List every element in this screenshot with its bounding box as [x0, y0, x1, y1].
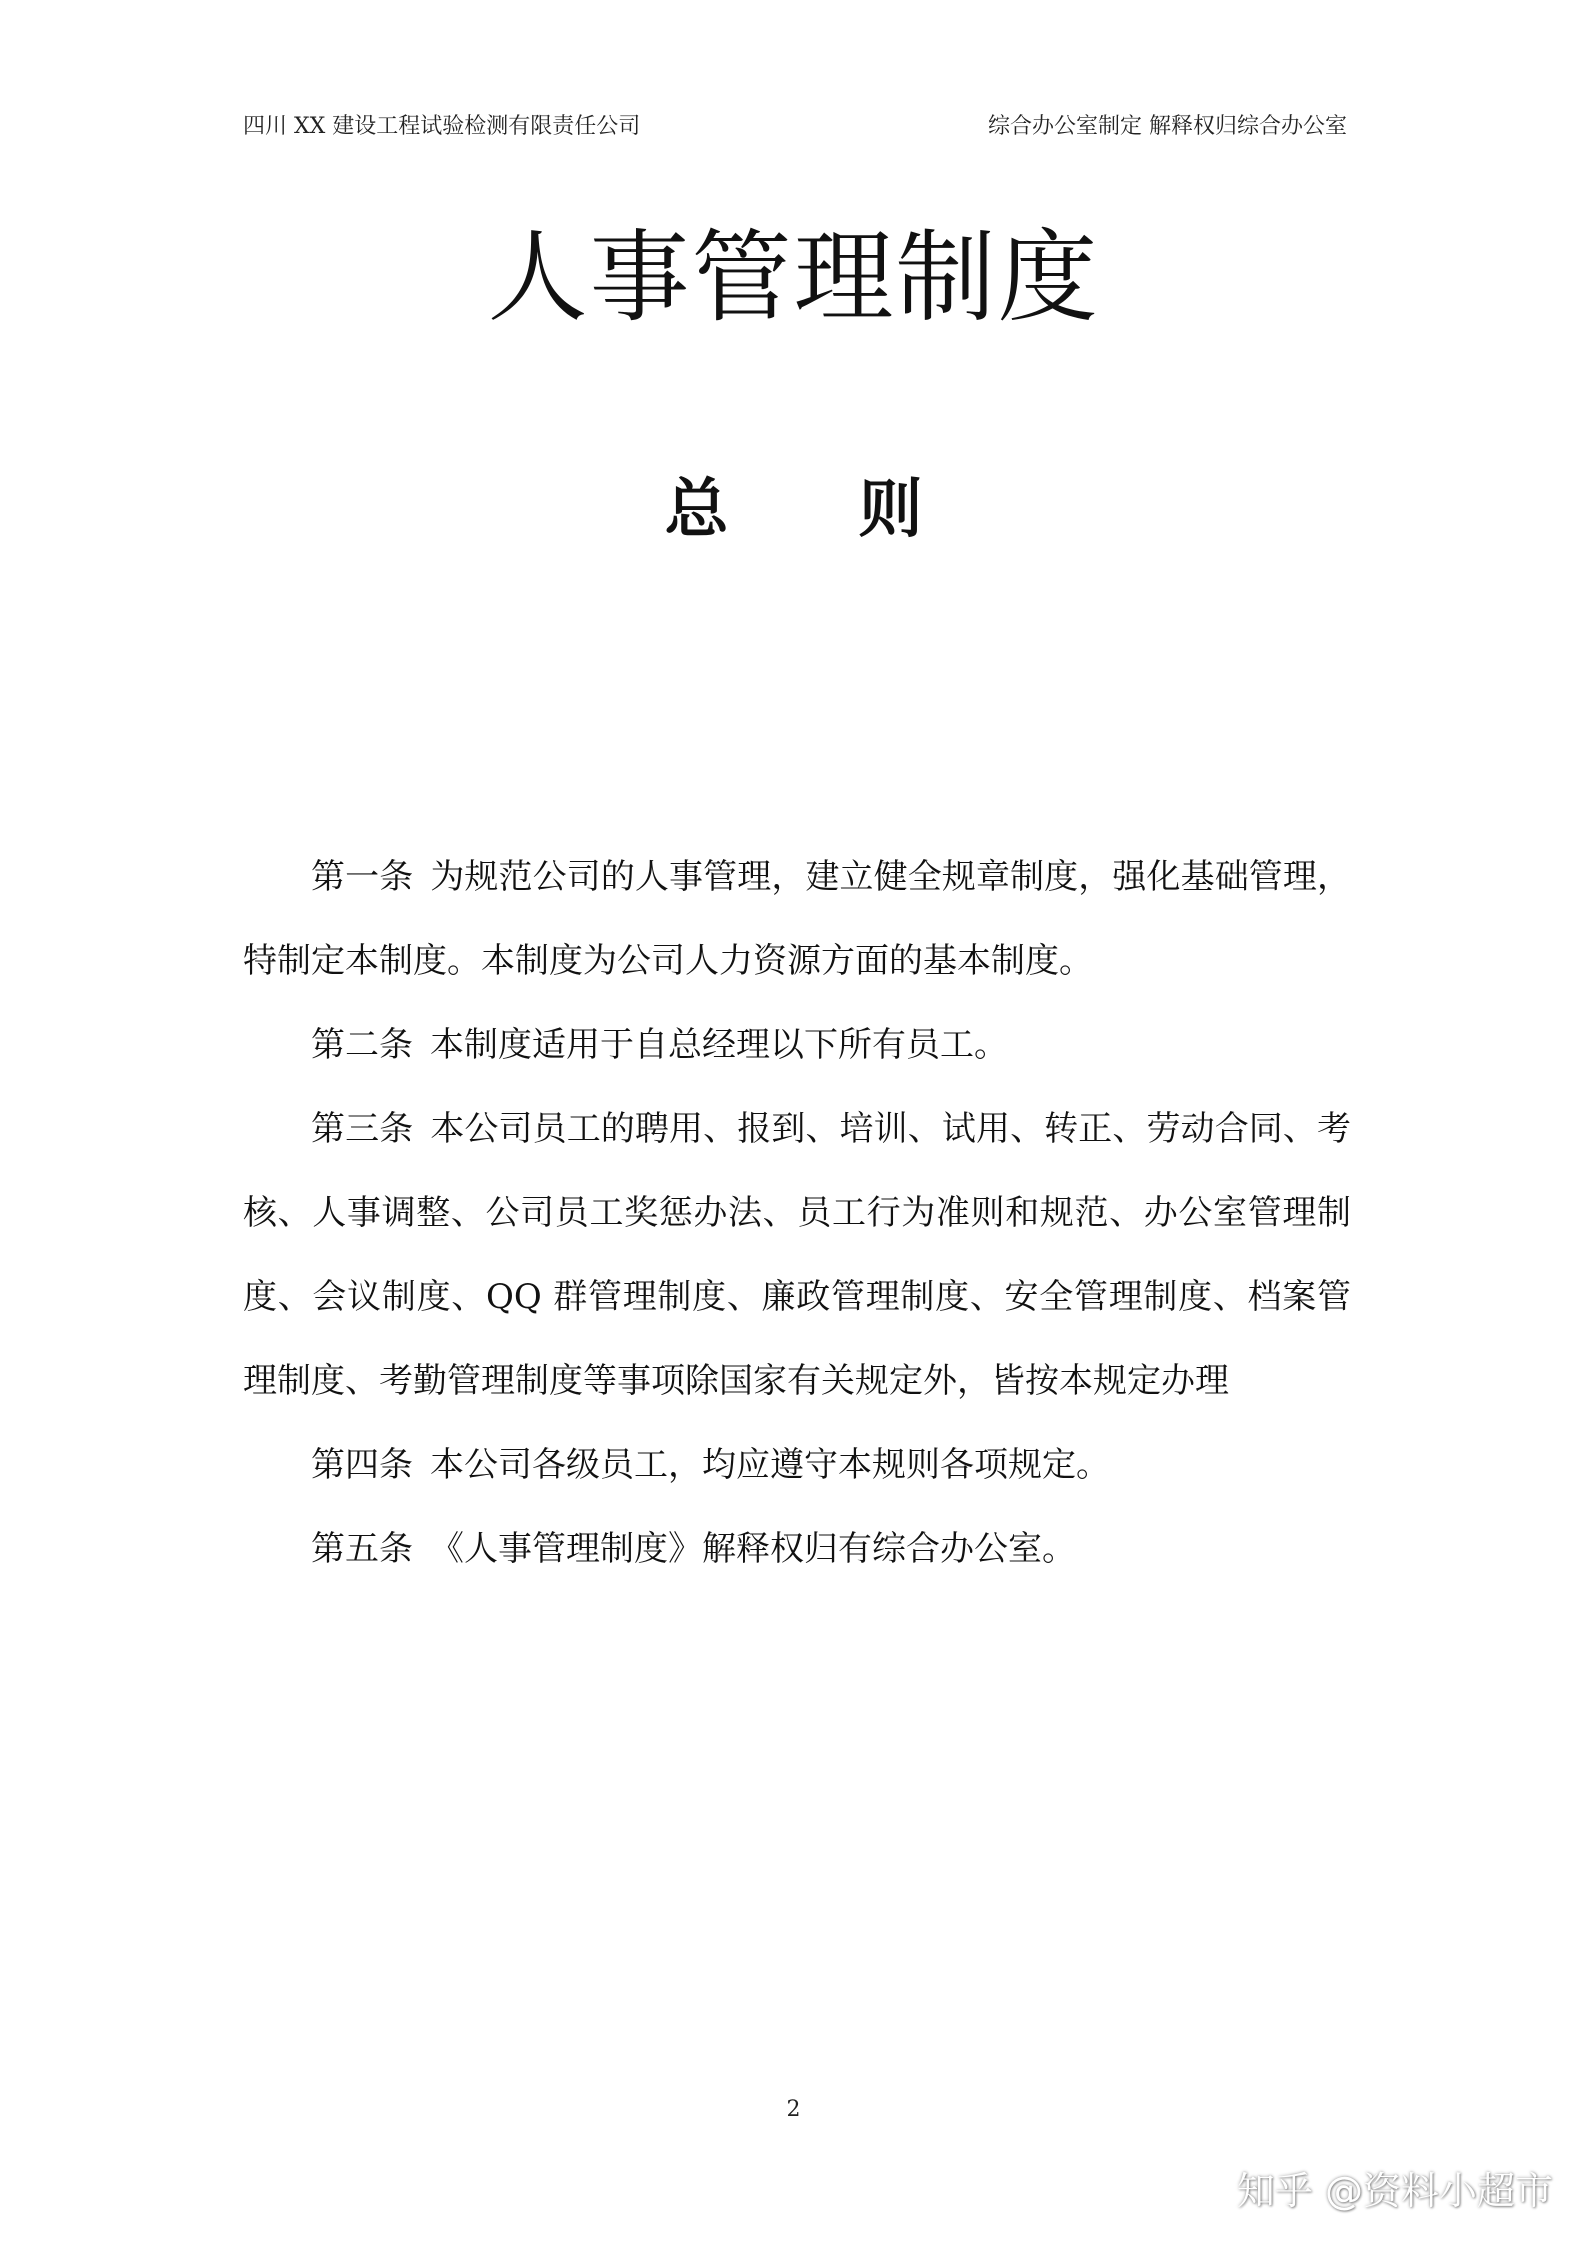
section-title: 总则 [664, 472, 1053, 547]
page-number: 2 [786, 2097, 801, 2122]
article-text: 本制度适用于自总经理以下所有员工。 [430, 1025, 1008, 1065]
article-2 [243, 1003, 1351, 1087]
article-number: 第四条 [311, 1445, 413, 1485]
header-company-name: 四川 XX 建设工程试验检测有限责任公司 [243, 114, 641, 139]
article-text: 《人事管理制度》解释权归有综合办公室。 [430, 1529, 1076, 1569]
articles-body [243, 835, 1351, 1591]
article-1 [243, 835, 1351, 1003]
article-number: 第五条 [311, 1529, 413, 1569]
article-number: 第三条 [311, 1109, 414, 1149]
article-4 [243, 1423, 1351, 1507]
article-number: 第二条 [311, 1025, 413, 1065]
article-text: 为规范公司的人事管理，建立健全规章制度，强化基础管理，特制定本制度。本制度为公司人力资源方面的基本制度。 [243, 857, 1352, 981]
header-issuer-note: 综合办公室制定 解释权归综合办公室 [988, 114, 1347, 139]
article-5 [243, 1507, 1351, 1591]
article-3 [243, 1087, 1351, 1423]
article-text: 本公司员工的聘用、报到、培训、试用、转正、劳动合同、考核、人事调整、公司员工奖惩办法、员工行为准则和规范、办公室管理制度、会议制度、QQ 群管理制度、廉政管理制度、安全管理制度、档案管理制度、考勤管理制度等事项除国家有关规定外，皆按本规定办理 [243, 1109, 1352, 1401]
article-text: 本公司各级员工，均应遵守本规则各项规定。 [430, 1445, 1110, 1485]
document-title: 人事管理制度 [487, 219, 1100, 336]
article-number: 第一条 [311, 857, 414, 897]
watermark-text: 知乎 @资料小超市 [1236, 2169, 1553, 2213]
